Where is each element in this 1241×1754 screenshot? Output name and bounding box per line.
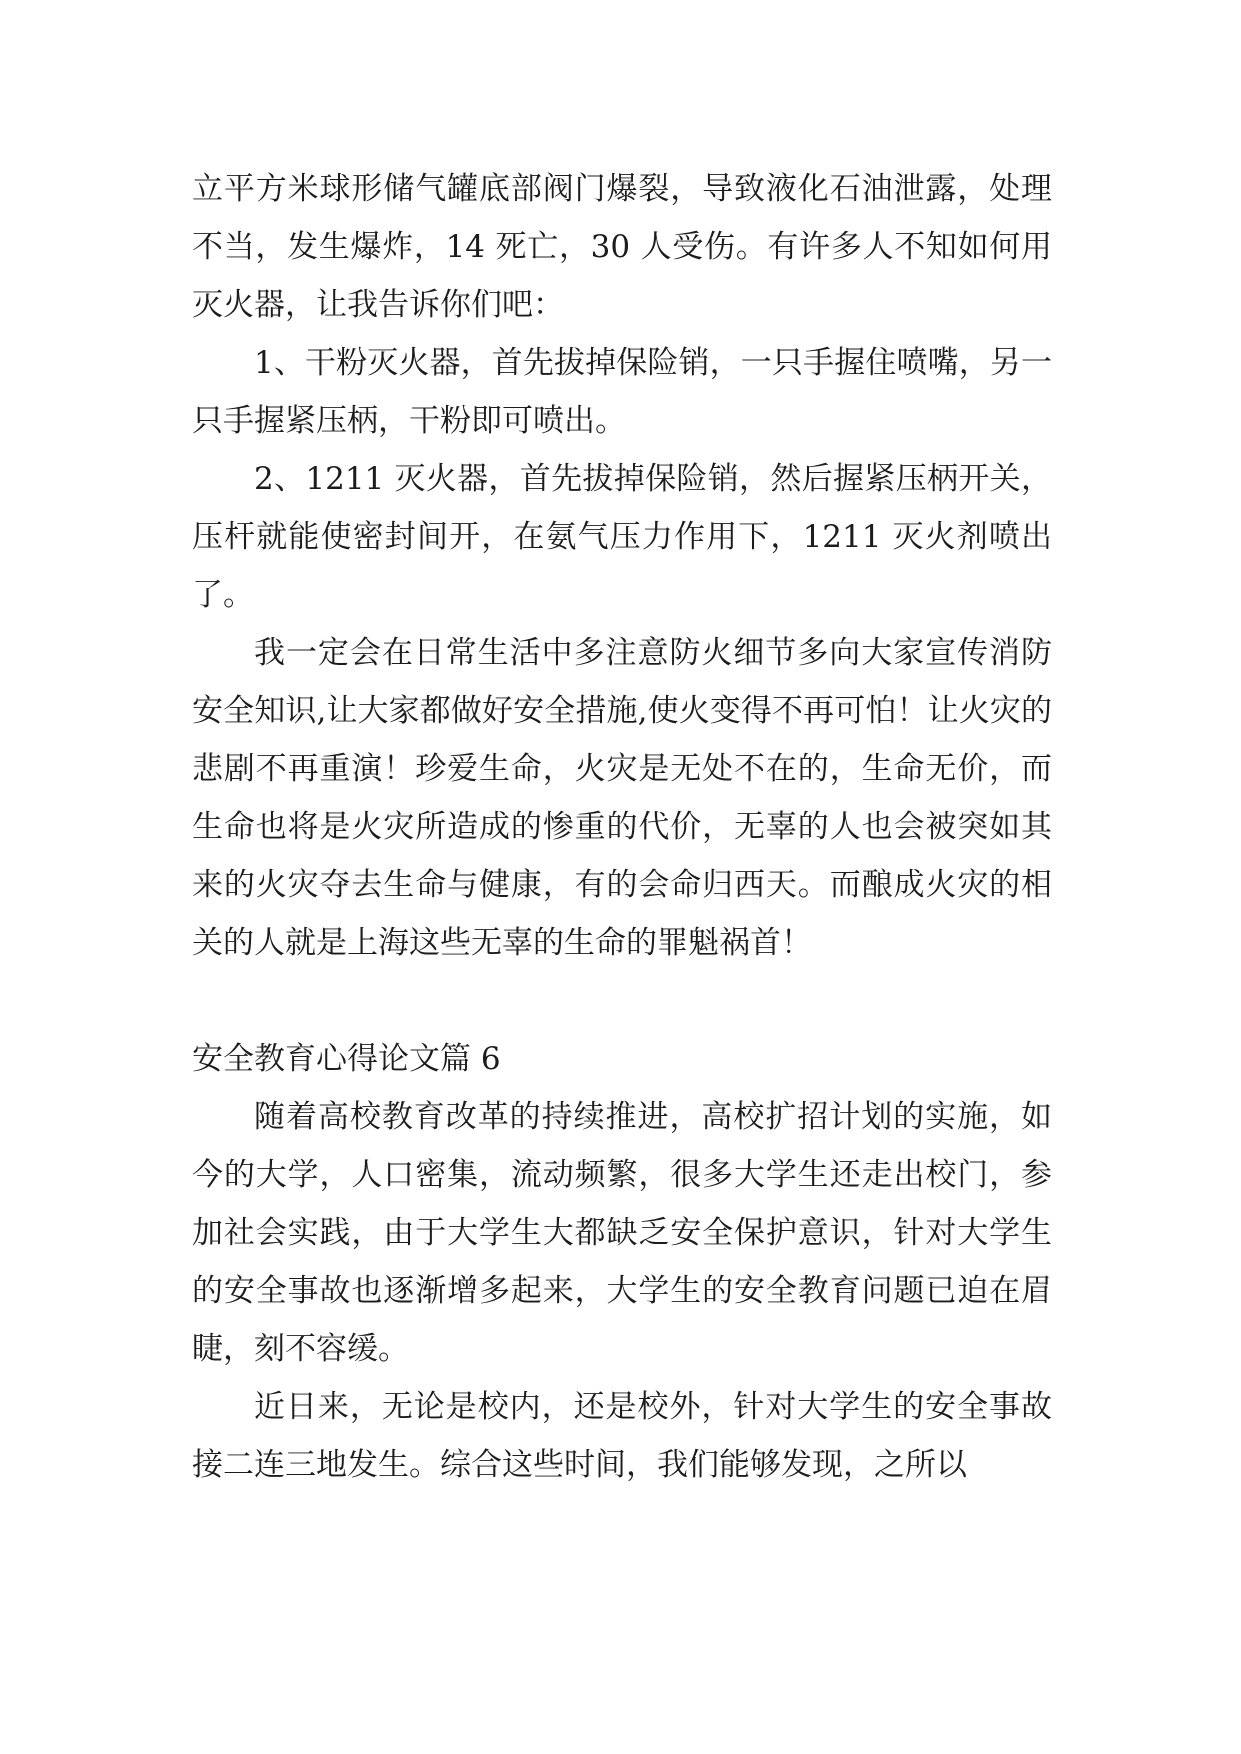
paragraph-1211-extinguisher: 2、1211 灭火器，首先拔掉保险销，然后握紧压柄开关，压杆就能使密封间开，在氨气压力作用下，1211 灭火剂喷出了。 (192, 461, 1052, 613)
paragraph-university-safety: 随着高校教育改革的持续推进，高校扩招计划的实施，如今的大学，人口密集，流动频繁，很多大学生还走出校门，参加社会实践，由于大学生大都缺乏安全保护意识，针对大学生的安全事故也逐渐增多起来，大学生的安全教育问题已迫在眉睫，刻不容缓。 (192, 1099, 1052, 1367)
paragraph-recent-accidents: 近日来，无论是校内，还是校外，针对大学生的安全事故接二连三地发生。综合这些时间，我们能够发现，之所以 (192, 1389, 1052, 1483)
section-heading: 安全教育心得论文篇 6 (192, 1041, 501, 1077)
document-body (192, 160, 1052, 1494)
paragraph-fire-safety-pledge: 我一定会在日常生活中多注意防火细节多向大家宣传消防安全知识,让大家都做好安全措施,使火变得不再可怕！让火灾的悲剧不再重演！珍爱生命，火灾是无处不在的，生命无价，而生命也将是火灾所造成的惨重的代价，无辜的人也会被突如其来的火灾夺去生命与健康，有的会命归西天。而酿成火灾的相关的人就是上海这些无辜的生命的罪魁祸首！ (192, 635, 1052, 961)
paragraph-fire-accident: 立平方米球形储气罐底部阀门爆裂，导致液化石油泄露，处理不当，发生爆炸，14 死亡，30 人受伤。有许多人不知如何用灭火器，让我告诉你们吧： (192, 171, 1052, 323)
paragraph-dry-powder-extinguisher: 1、干粉灭火器，首先拔掉保险销，一只手握住喷嘴，另一只手握紧压柄，干粉即可喷出。 (192, 345, 1052, 439)
